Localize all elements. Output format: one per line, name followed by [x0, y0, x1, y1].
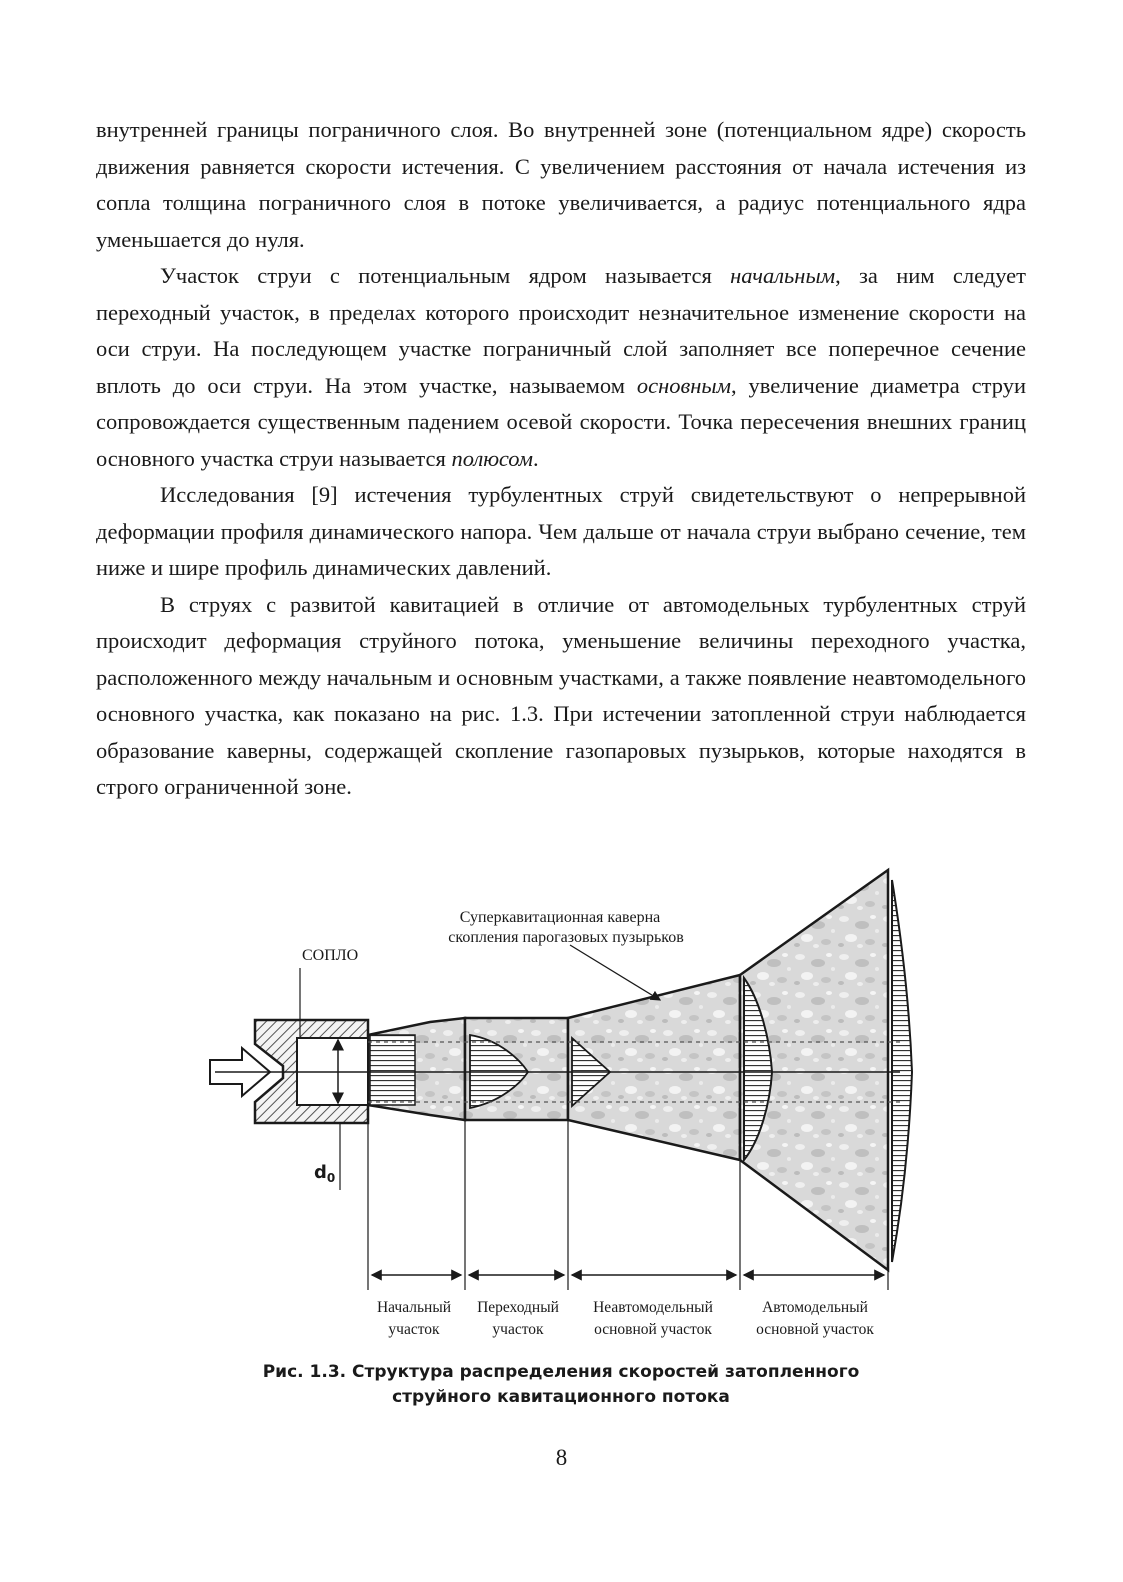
- term-main: основным: [636, 372, 732, 398]
- paragraph-2-part-b: , за ним следует переходный участок, в пределах которого происходит незначительное изменение скорости на оси струи. На последующем участке пограничный слой заполняет все поперечное сечение вплоть до оси струи. На этом участке, называемом: [96, 263, 1026, 398]
- body-text: [96, 112, 1026, 806]
- paragraph-3: Исследования [9] истечения турбулентных струй свидетельствуют о непрерывной деформации профиля динамического напора. Чем дальше от начала струи выбрано сечение, тем ниже и шире профиль динамических давлений.: [96, 482, 1026, 580]
- section-nonselfsimilar-line-1: Неавтомодельный: [593, 1299, 713, 1316]
- diameter-label: [314, 1162, 335, 1185]
- figure-jet-diagram: [196, 860, 956, 1360]
- term-initial: начальным: [730, 263, 836, 288]
- paragraph-1: внутренней границы пограничного слоя. Во внутренней зоне (потенциальном ядре) скорость движения равняется скорости истечения. С увеличением расстояния от начала истечения из сопла толщина пограничного слоя в потоке увеличивается, а радиус потенциального ядра уменьшается до нуля.: [96, 117, 1026, 252]
- figure-caption: [96, 1360, 1026, 1410]
- paragraph-2-part-c: , увеличение диаметра струи сопровождается существенным падением осевой скорости. Точка пересечения внешних границ основного участка струи называется: [96, 372, 1026, 471]
- section-initial-line-2: участок: [388, 1321, 440, 1338]
- diameter-label-letter: d: [314, 1162, 327, 1183]
- term-pole: полюсом: [451, 445, 533, 471]
- section-nonselfsimilar-line-2: основной участок: [594, 1321, 712, 1338]
- paragraph-4: В струях с развитой кавитацией в отличие от автомодельных турбулентных струй происходит деформация струйного потока, уменьшение величины переходного участка, расположенного между начальным и основным участками, а также появление неавтомодельного основного участка, как показано на рис. 1.3. При истечении затопленной струи наблюдается образование каверны, содержащей скопление газопаровых пузырьков, которые находятся в строго ограниченной зоне.: [96, 591, 1026, 799]
- diameter-label-subscript: 0: [326, 1171, 336, 1185]
- section-transition-line-2: участок: [492, 1321, 544, 1338]
- paragraph-2-part-a: Участок струи с потенциальным ядром называется: [160, 263, 731, 288]
- cavity-label-line-1: Суперкавитационная каверна: [459, 909, 661, 926]
- section-selfsimilar-line-2: основной участок: [756, 1321, 874, 1338]
- caption-line-2: струйного кавитационного потока: [392, 1387, 730, 1407]
- paragraph-2: [96, 258, 1026, 477]
- cavity-label-line-2: скопления парогазовых пузырьков: [448, 929, 684, 946]
- page-number: 8: [555, 1445, 568, 1470]
- section-initial-line-1: Начальный: [376, 1299, 452, 1316]
- caption-line-1: Рис. 1.3. Структура распределения скоростей затопленного: [262, 1362, 860, 1382]
- section-transition-line-1: Переходный: [477, 1299, 559, 1316]
- section-selfsimilar-line-1: Автомодельный: [762, 1299, 868, 1316]
- nozzle-label: СОПЛО: [302, 947, 359, 964]
- paragraph-2-part-d: .: [533, 445, 539, 471]
